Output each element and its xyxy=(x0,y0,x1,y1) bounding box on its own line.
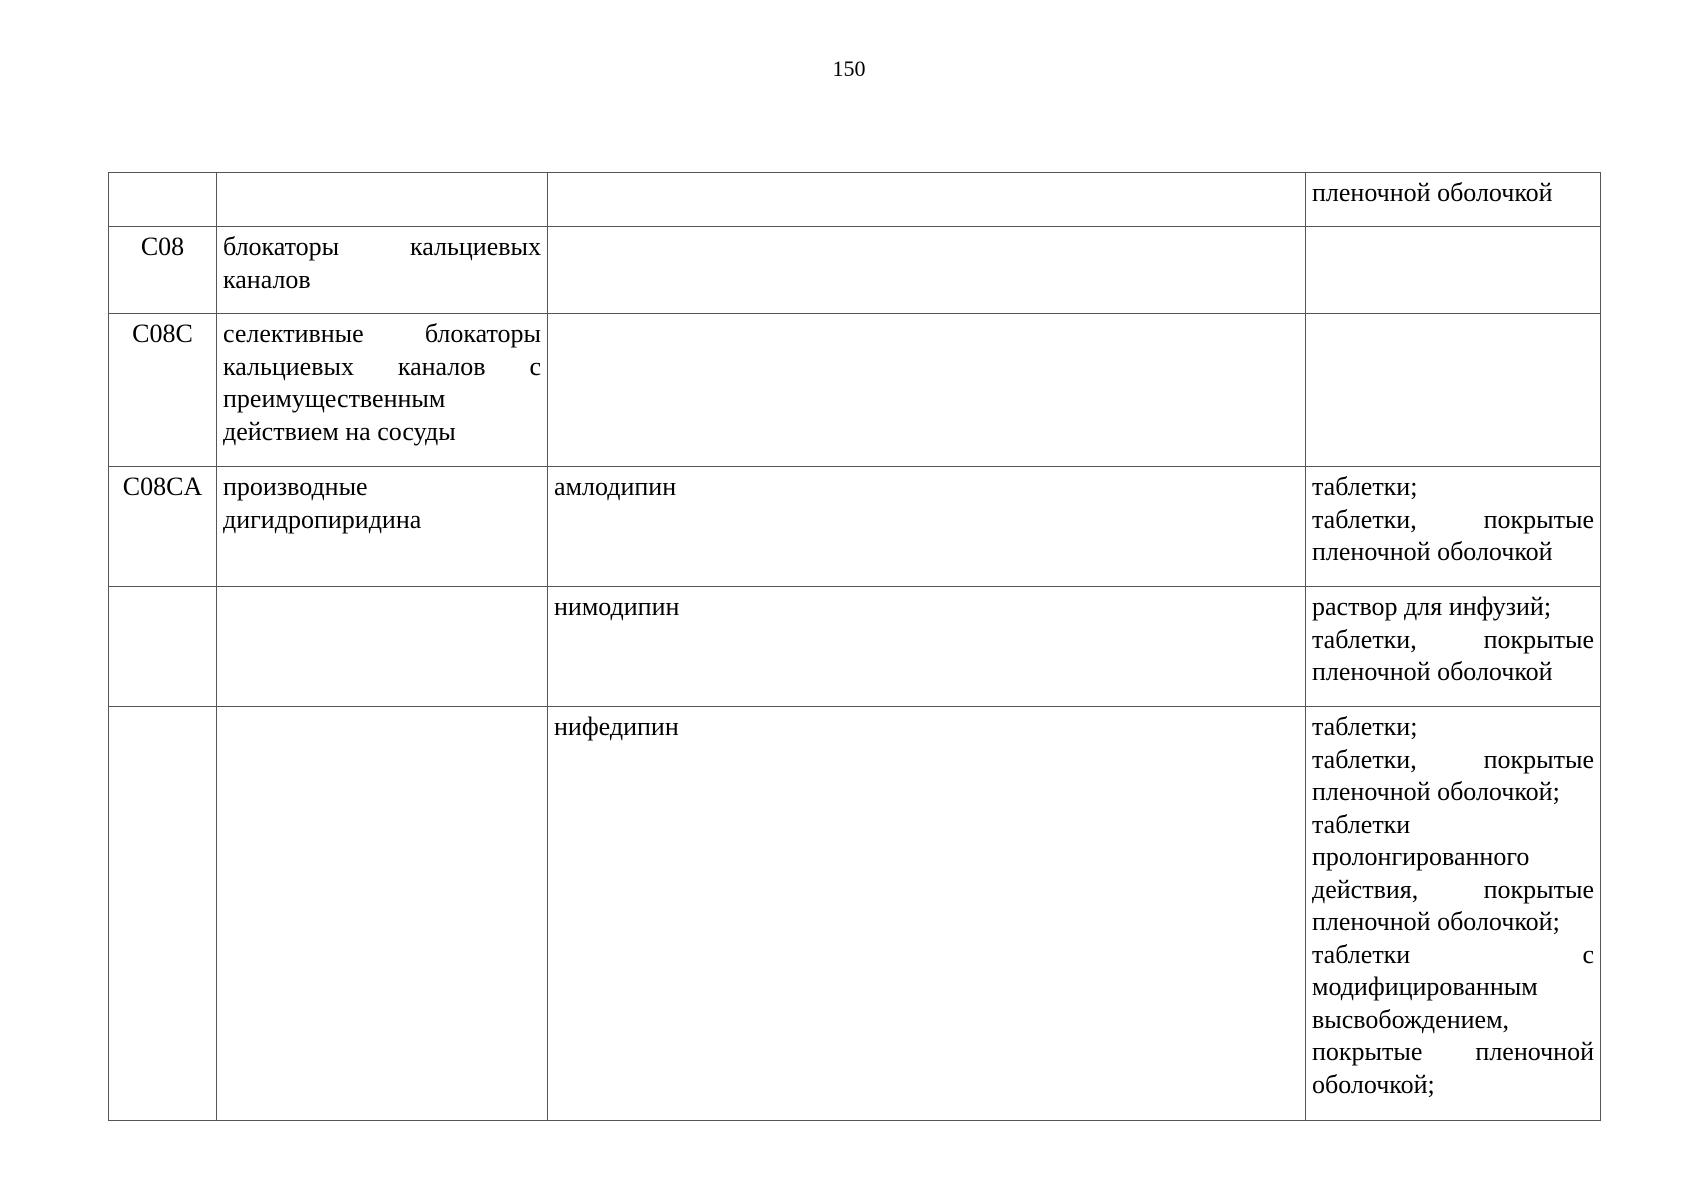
dosage-form-line: оболочкой; xyxy=(1312,1069,1435,1099)
dosage-form-line: таблетки, покрытые xyxy=(1312,504,1594,534)
dosage-form-line: модифицированным xyxy=(1312,972,1538,1001)
table-row xyxy=(109,467,1601,587)
atc-code-cell xyxy=(109,587,217,707)
dosage-form-line: пленочной оболочкой xyxy=(1312,537,1553,566)
dosage-form-line: таблетки с xyxy=(1312,939,1594,969)
atc-code-cell: C08CA xyxy=(109,467,217,587)
group-cell xyxy=(217,467,548,587)
table-row xyxy=(109,314,1601,467)
drug-name-cell xyxy=(548,173,1306,227)
drug-name-cell: нимодипин xyxy=(548,587,1306,707)
drug-name-cell: нифедипин xyxy=(548,707,1306,1121)
atc-code-cell: C08C xyxy=(109,314,217,467)
dosage-form-cell xyxy=(1306,587,1601,707)
dosage-form-line: таблетки xyxy=(1312,809,1411,839)
group-cell xyxy=(217,707,548,1121)
group-line: каналов xyxy=(223,264,311,294)
dosage-form-line: таблетки, покрытые xyxy=(1312,744,1594,774)
page-number: 150 xyxy=(832,56,866,81)
dosage-form-line: пролонгированного xyxy=(1312,842,1530,871)
dosage-form-line: таблетки; xyxy=(1312,712,1418,741)
atc-code-cell xyxy=(109,707,217,1121)
group-line: производные xyxy=(223,472,368,501)
table-row xyxy=(109,587,1601,707)
table-row xyxy=(109,707,1601,1121)
group-cell xyxy=(217,173,548,227)
dosage-form-line: раствор для инфузий; xyxy=(1312,592,1552,621)
group-line: селективные блокаторы xyxy=(223,319,541,348)
group-line: действием на сосуды xyxy=(223,416,456,446)
group-cell xyxy=(217,314,548,467)
dosage-form-line: пленочной оболочкой xyxy=(1312,178,1553,207)
dosage-form-line: таблетки, покрытые xyxy=(1312,624,1594,654)
dosage-form-cell xyxy=(1306,227,1601,314)
dosage-form-cell xyxy=(1306,467,1601,587)
group-line: блокаторы кальциевых xyxy=(223,232,541,261)
group-cell xyxy=(217,587,548,707)
drug-name-cell: амлодипин xyxy=(548,467,1306,587)
dosage-form-cell xyxy=(1306,707,1601,1121)
table-row xyxy=(109,173,1601,227)
dosage-form-line: пленочной оболочкой; xyxy=(1312,907,1560,936)
dosage-form-line: высвобождением, xyxy=(1312,1004,1510,1034)
group-cell xyxy=(217,227,548,314)
dosage-form-line: покрытые пленочной xyxy=(1312,1037,1594,1066)
group-line: дигидропиридина xyxy=(223,504,422,534)
drug-name-cell xyxy=(548,314,1306,467)
group-line: кальциевых каналов с xyxy=(223,351,541,381)
dosage-form-line: пленочной оболочкой xyxy=(1312,657,1553,686)
dosage-form-cell xyxy=(1306,173,1601,227)
dosage-form-line: пленочной оболочкой; xyxy=(1312,777,1560,806)
atc-code-cell: C08 xyxy=(109,227,217,314)
atc-code-cell xyxy=(109,173,217,227)
dosage-form-line: таблетки; xyxy=(1312,472,1418,501)
dosage-form-line: действия, покрытые xyxy=(1312,874,1594,904)
group-line: преимущественным xyxy=(223,384,446,413)
dosage-form-cell xyxy=(1306,314,1601,467)
table-row xyxy=(109,227,1601,314)
drug-name-cell xyxy=(548,227,1306,314)
medication-table xyxy=(108,172,1601,1121)
